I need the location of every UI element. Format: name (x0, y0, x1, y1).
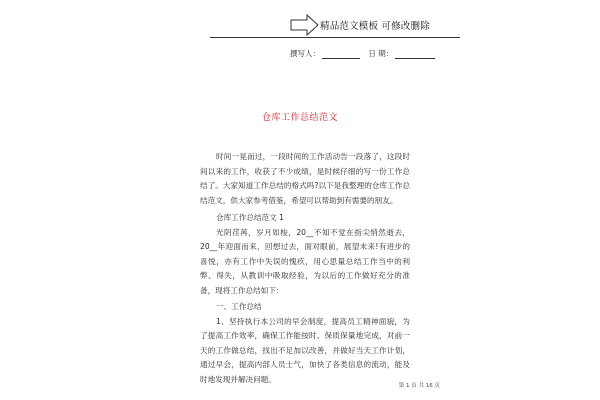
section-heading: 一、工作总结 (216, 302, 262, 311)
header-divider (210, 37, 460, 38)
author-blank (322, 50, 360, 59)
document-body (200, 150, 410, 387)
intro-paragraph: 时间一晃而过，一段时间的工作活动告一段落了，这段时间以来的工作，收获了不少成绩，是时候仔细的写一份工作总结了。大家知道工作总结的格式吗?以下是我整理的仓库工作总结范文，供大家参考借鉴，希望可以帮助到有需要的朋友。 (200, 152, 410, 205)
body-paragraph-2: 1、坚持执行本公司的早会制度，提高员工精神面貌，为了提高工作效率，确保工作能按时、保质保量地完成，对前一天的工作做总结，找出不足加以改善，并做好当天工作计划，通过早会，提高内部人员士气，加快了各类信息的流动，能及时地发现并解决问题。 (200, 316, 410, 384)
date-blank (395, 50, 435, 59)
arrow-right-icon (290, 14, 320, 36)
banner-text: 精品范文模板 可修改删除 (320, 21, 430, 32)
date-label: 日 期： (368, 49, 394, 58)
author-label: 撰写人： (290, 49, 320, 58)
page-footer: 第 1 页 共 16 页 (398, 383, 440, 389)
author-date-line (290, 48, 441, 59)
header-banner (290, 14, 440, 36)
body-paragraph-1: 光阴荏苒，岁月如梭，20__不知不觉在指尖悄然逝去，20__年迎面而来，回想过去，面对眼前，展望未来!有进步的喜悦，亦有工作中失误的愧疚，用心思量总结工作当中的利弊、得失，从教训中吸取经验，为以后的工作做好充分的准备，现将工作总结如下： (200, 227, 410, 295)
document-title: 仓库工作总结范文 (261, 113, 338, 123)
article-subtitle: 仓库工作总结范文 1 (216, 213, 284, 222)
